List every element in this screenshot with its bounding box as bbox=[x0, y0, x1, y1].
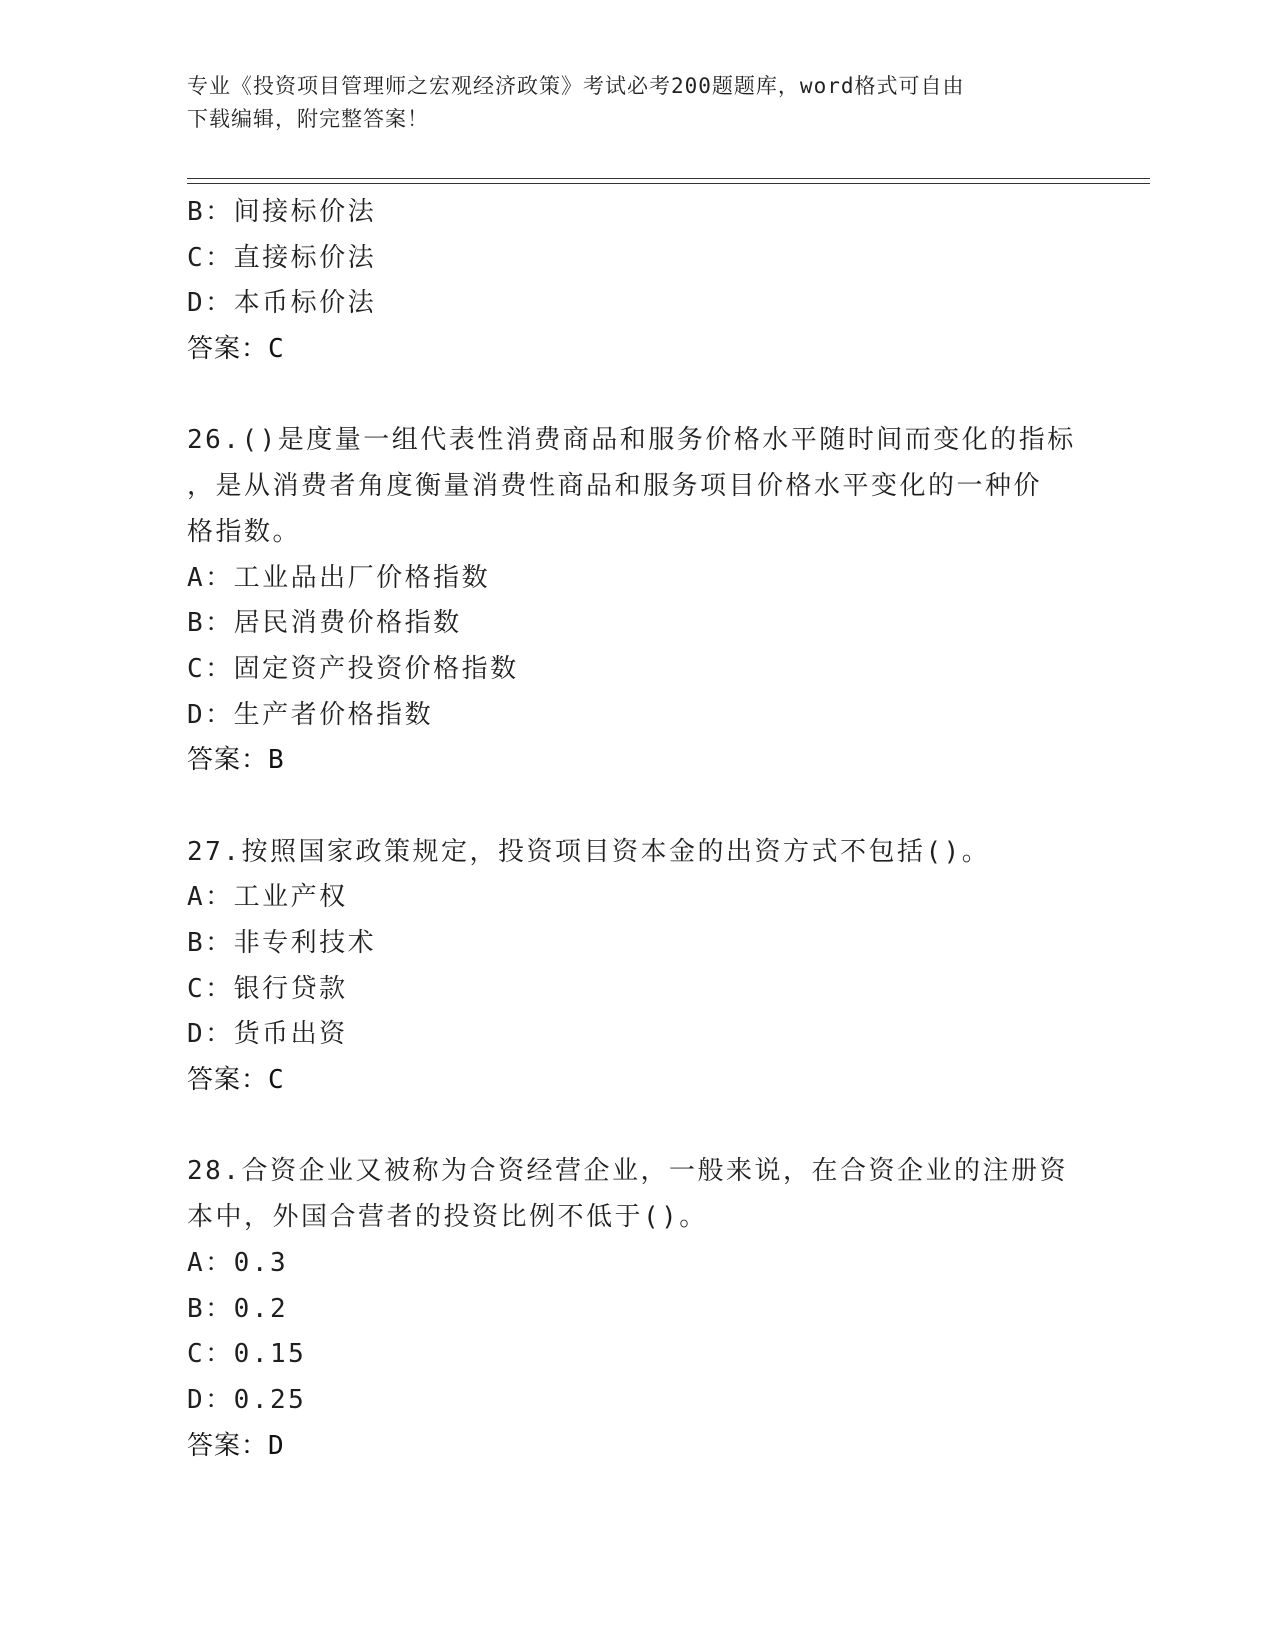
header-divider-bottom bbox=[187, 183, 1150, 184]
question-stem: 26.()是度量一组代表性消费商品和服务价格水平随时间而变化的指标 bbox=[187, 425, 1076, 456]
option-d: D：本币标价法 bbox=[187, 288, 377, 319]
question-28 bbox=[187, 1149, 1087, 1469]
answer-line: 答案：D bbox=[187, 1430, 284, 1461]
question-stem-continued: 本中，外国合营者的投资比例不低于()。 bbox=[187, 1202, 708, 1233]
option-c: C：固定资产投资价格指数 bbox=[187, 653, 519, 684]
option-a: A：0.3 bbox=[187, 1247, 289, 1278]
option-b: B：0.2 bbox=[187, 1293, 289, 1324]
question-26 bbox=[187, 418, 1087, 784]
option-d: D：货币出资 bbox=[187, 1019, 348, 1050]
question-stem-continued: ，是从消费者角度衡量消费性商品和服务项目价格水平变化的一种价 bbox=[187, 471, 1043, 502]
option-c: C：0.15 bbox=[187, 1339, 307, 1370]
document-header bbox=[187, 70, 1067, 136]
option-d: D：0.25 bbox=[187, 1384, 307, 1415]
spacer bbox=[187, 373, 1087, 419]
question-stem: 28.合资企业又被称为合资经营企业，一般来说，在合资企业的注册资 bbox=[187, 1156, 1068, 1187]
answer-line: 答案：C bbox=[187, 334, 284, 365]
continued-question bbox=[187, 190, 1087, 373]
option-b: B：间接标价法 bbox=[187, 197, 377, 227]
option-c: C：银行贷款 bbox=[187, 973, 348, 1004]
option-b: B：居民消费价格指数 bbox=[187, 608, 462, 639]
question-stem: 27.按照国家政策规定，投资项目资本金的出资方式不包括()。 bbox=[187, 836, 991, 867]
header-line-1: 专业《投资项目管理师之宏观经济政策》考试必考200题题库，word格式可自由 bbox=[187, 74, 965, 98]
option-d: D：生产者价格指数 bbox=[187, 699, 434, 730]
spacer bbox=[187, 1104, 1087, 1150]
answer-line: 答案：C bbox=[187, 1065, 284, 1096]
header-line-2: 下载编辑，附完整答案！ bbox=[187, 107, 429, 131]
spacer bbox=[187, 784, 1087, 830]
option-c: C：直接标价法 bbox=[187, 242, 377, 273]
question-27 bbox=[187, 830, 1087, 1104]
answer-line: 答案：B bbox=[187, 745, 284, 776]
option-b: B：非专利技术 bbox=[187, 928, 377, 958]
question-stem-continued: 格指数。 bbox=[187, 516, 302, 547]
header-divider-top bbox=[187, 178, 1150, 179]
question-list bbox=[187, 190, 1087, 1469]
option-a: A：工业品出厂价格指数 bbox=[187, 562, 491, 593]
option-a: A：工业产权 bbox=[187, 882, 348, 913]
